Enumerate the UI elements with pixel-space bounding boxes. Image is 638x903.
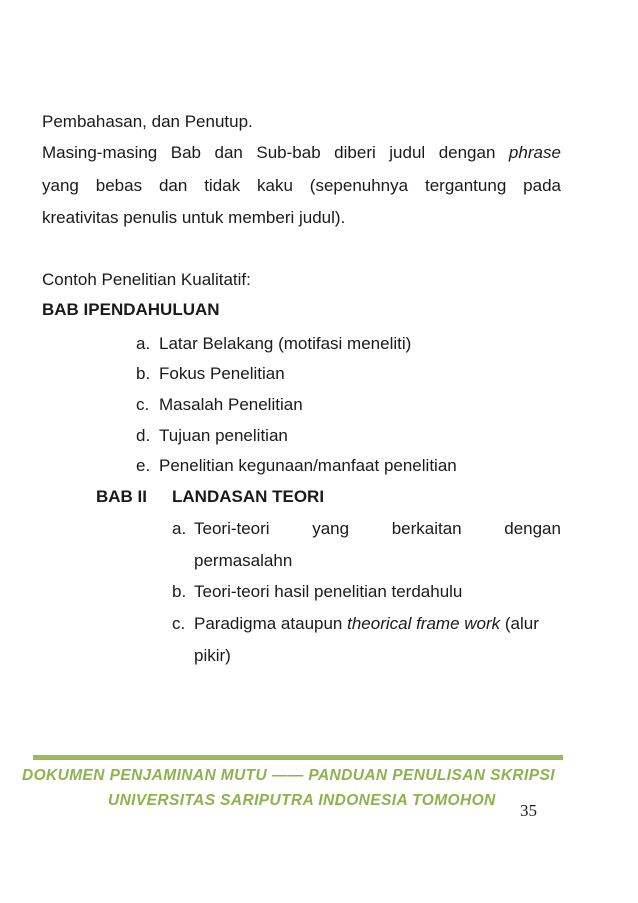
bab2-marker-a: a. [172, 519, 187, 538]
word: yang [312, 519, 350, 538]
bab2-item-b: Teori-teori hasil penelitian terdahulu [194, 582, 463, 601]
word: yang [42, 176, 79, 195]
word: Bab [170, 143, 202, 162]
text: (alur [500, 614, 539, 633]
word: dengan [438, 143, 496, 162]
list-item [136, 364, 285, 384]
bab2-marker-c: c. [172, 614, 186, 633]
list-item [136, 395, 303, 415]
list-text: Masalah Penelitian [159, 395, 303, 414]
body-line-1: Pembahasan, dan Penutup. [42, 112, 253, 131]
list-item [136, 456, 457, 476]
text: Paradigma ataupun [194, 614, 348, 633]
word: tidak [204, 176, 241, 195]
list-marker: d. [136, 426, 151, 445]
body-line-4: kreativitas penulis untuk memberi judul). [42, 208, 346, 227]
bab2-item-a-cont: permasalahn [194, 551, 293, 570]
bab2-item-a [194, 519, 561, 539]
word: Masing-masing [42, 143, 158, 162]
word: pada [523, 176, 561, 195]
word: judul [389, 143, 426, 162]
list-marker: a. [136, 334, 151, 353]
footer-line-2: UNIVERSITAS SARIPUTRA INDONESIA TOMOHON [108, 792, 496, 809]
bab2-title: LANDASAN TEORI [172, 487, 325, 506]
word: bebas [95, 176, 143, 195]
list-text: Latar Belakang (motifasi meneliti) [159, 334, 412, 353]
bab1-title: BAB IPENDAHULUAN [42, 300, 220, 319]
list-text: Tujuan penelitian [159, 426, 288, 445]
list-text: Penelitian kegunaan/manfaat penelitian [159, 456, 457, 475]
list-marker: c. [136, 395, 150, 414]
word: dengan [504, 519, 561, 538]
bab2-marker-b: b. [172, 582, 187, 601]
body-line-2 [42, 143, 561, 163]
bab2-label: BAB II [96, 487, 147, 506]
italic-word: phrase [508, 143, 561, 162]
word: Sub-bab [256, 143, 321, 162]
list-item [136, 334, 411, 354]
word: berkaitan [391, 519, 462, 538]
word: tergantung [424, 176, 507, 195]
word: (sepenuhnya [309, 176, 409, 195]
word: dan [158, 176, 188, 195]
word: dan [214, 143, 243, 162]
list-marker: b. [136, 364, 151, 383]
italic-text: theorical frame work [347, 614, 501, 633]
footer-line-1: DOKUMEN PENJAMINAN MUTU —— PANDUAN PENULISAN SKRIPSI [22, 767, 555, 784]
list-text: Fokus Penelitian [159, 364, 285, 383]
example-heading: Contoh Penelitian Kualitatif: [42, 270, 251, 289]
body-line-3 [42, 176, 561, 196]
bab2-item-c-cont: pikir) [194, 646, 231, 665]
word: diberi [334, 143, 376, 162]
word: Teori-teori [194, 519, 270, 538]
footer-divider [33, 755, 563, 760]
bab2-item-c [194, 614, 539, 634]
word: kaku [257, 176, 293, 195]
list-marker: e. [136, 456, 151, 475]
page-number: 35 [520, 801, 537, 820]
list-item [136, 426, 288, 446]
